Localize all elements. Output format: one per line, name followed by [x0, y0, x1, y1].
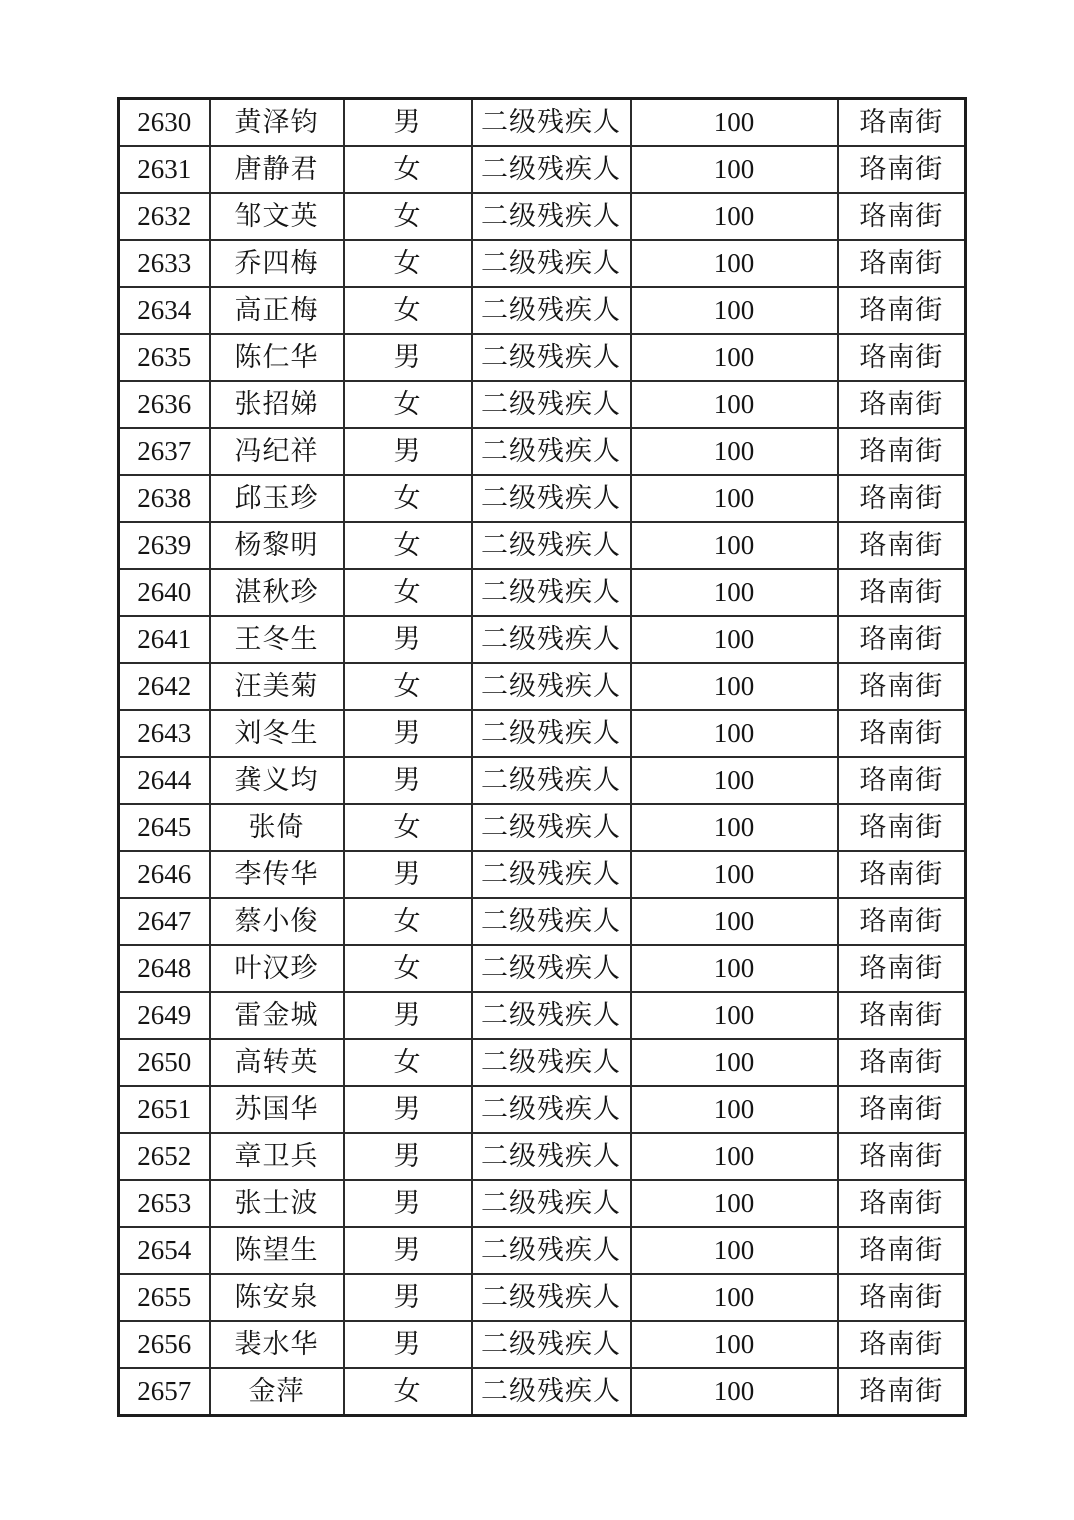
- cell-amount: 100: [631, 1321, 838, 1368]
- cell-category: 二级残疾人: [472, 146, 631, 193]
- table-row: [119, 757, 966, 804]
- cell-serial-number: 2640: [119, 569, 210, 616]
- cell-amount: 100: [631, 1133, 838, 1180]
- cell-serial-number: 2639: [119, 522, 210, 569]
- cell-amount: 100: [631, 992, 838, 1039]
- cell-person-name: 章卫兵: [210, 1133, 344, 1180]
- cell-street: 珞南街: [838, 663, 966, 710]
- cell-serial-number: 2643: [119, 710, 210, 757]
- cell-gender: 女: [344, 804, 472, 851]
- cell-gender: 男: [344, 1133, 472, 1180]
- cell-serial-number: 2644: [119, 757, 210, 804]
- cell-serial-number: 2637: [119, 428, 210, 475]
- cell-amount: 100: [631, 757, 838, 804]
- cell-gender: 男: [344, 1274, 472, 1321]
- cell-person-name: 唐静君: [210, 146, 344, 193]
- cell-amount: 100: [631, 1227, 838, 1274]
- cell-person-name: 汪美菊: [210, 663, 344, 710]
- cell-amount: 100: [631, 663, 838, 710]
- table-row: [119, 1321, 966, 1368]
- cell-category: 二级残疾人: [472, 569, 631, 616]
- table-row: [119, 287, 966, 334]
- table-row: [119, 428, 966, 475]
- cell-street: 珞南街: [838, 757, 966, 804]
- cell-street: 珞南街: [838, 1274, 966, 1321]
- cell-serial-number: 2638: [119, 475, 210, 522]
- cell-street: 珞南街: [838, 616, 966, 663]
- cell-street: 珞南街: [838, 710, 966, 757]
- cell-street: 珞南街: [838, 1368, 966, 1416]
- table-row: [119, 475, 966, 522]
- table-row: [119, 1133, 966, 1180]
- cell-serial-number: 2636: [119, 381, 210, 428]
- table-row: [119, 898, 966, 945]
- table-row: [119, 1227, 966, 1274]
- table-row: [119, 710, 966, 757]
- cell-amount: 100: [631, 569, 838, 616]
- cell-category: 二级残疾人: [472, 1133, 631, 1180]
- cell-category: 二级残疾人: [472, 1039, 631, 1086]
- table-row: [119, 616, 966, 663]
- cell-gender: 女: [344, 569, 472, 616]
- cell-person-name: 叶汉珍: [210, 945, 344, 992]
- table-row: [119, 1039, 966, 1086]
- cell-person-name: 邹文英: [210, 193, 344, 240]
- cell-serial-number: 2650: [119, 1039, 210, 1086]
- cell-serial-number: 2634: [119, 287, 210, 334]
- cell-category: 二级残疾人: [472, 475, 631, 522]
- table-row: [119, 193, 966, 240]
- cell-serial-number: 2657: [119, 1368, 210, 1416]
- cell-person-name: 乔四梅: [210, 240, 344, 287]
- cell-serial-number: 2652: [119, 1133, 210, 1180]
- cell-person-name: 陈仁华: [210, 334, 344, 381]
- cell-street: 珞南街: [838, 99, 966, 147]
- cell-category: 二级残疾人: [472, 1180, 631, 1227]
- table-body: [119, 99, 966, 1416]
- cell-person-name: 湛秋珍: [210, 569, 344, 616]
- cell-street: 珞南街: [838, 1133, 966, 1180]
- cell-gender: 男: [344, 1180, 472, 1227]
- cell-gender: 女: [344, 475, 472, 522]
- cell-gender: 男: [344, 428, 472, 475]
- cell-category: 二级残疾人: [472, 616, 631, 663]
- cell-person-name: 冯纪祥: [210, 428, 344, 475]
- table-row: [119, 1368, 966, 1416]
- table-row: [119, 992, 966, 1039]
- cell-serial-number: 2631: [119, 146, 210, 193]
- cell-amount: 100: [631, 804, 838, 851]
- cell-street: 珞南街: [838, 146, 966, 193]
- cell-street: 珞南街: [838, 569, 966, 616]
- cell-amount: 100: [631, 193, 838, 240]
- cell-gender: 男: [344, 851, 472, 898]
- cell-serial-number: 2633: [119, 240, 210, 287]
- cell-serial-number: 2656: [119, 1321, 210, 1368]
- cell-category: 二级残疾人: [472, 663, 631, 710]
- cell-serial-number: 2649: [119, 992, 210, 1039]
- cell-street: 珞南街: [838, 287, 966, 334]
- cell-street: 珞南街: [838, 334, 966, 381]
- cell-serial-number: 2632: [119, 193, 210, 240]
- cell-amount: 100: [631, 381, 838, 428]
- table-row: [119, 146, 966, 193]
- cell-person-name: 金萍: [210, 1368, 344, 1416]
- cell-category: 二级残疾人: [472, 898, 631, 945]
- cell-street: 珞南街: [838, 428, 966, 475]
- cell-amount: 100: [631, 898, 838, 945]
- cell-street: 珞南街: [838, 240, 966, 287]
- cell-person-name: 陈安泉: [210, 1274, 344, 1321]
- cell-person-name: 李传华: [210, 851, 344, 898]
- cell-amount: 100: [631, 287, 838, 334]
- cell-category: 二级残疾人: [472, 710, 631, 757]
- cell-serial-number: 2647: [119, 898, 210, 945]
- cell-street: 珞南街: [838, 1227, 966, 1274]
- cell-gender: 男: [344, 710, 472, 757]
- cell-serial-number: 2654: [119, 1227, 210, 1274]
- cell-amount: 100: [631, 1368, 838, 1416]
- cell-amount: 100: [631, 522, 838, 569]
- cell-street: 珞南街: [838, 945, 966, 992]
- cell-person-name: 邱玉珍: [210, 475, 344, 522]
- cell-street: 珞南街: [838, 992, 966, 1039]
- cell-street: 珞南街: [838, 1039, 966, 1086]
- cell-person-name: 高正梅: [210, 287, 344, 334]
- cell-category: 二级残疾人: [472, 1321, 631, 1368]
- cell-street: 珞南街: [838, 475, 966, 522]
- cell-person-name: 陈望生: [210, 1227, 344, 1274]
- table-row: [119, 804, 966, 851]
- cell-category: 二级残疾人: [472, 334, 631, 381]
- cell-amount: 100: [631, 1086, 838, 1133]
- cell-street: 珞南街: [838, 1321, 966, 1368]
- cell-category: 二级残疾人: [472, 851, 631, 898]
- cell-category: 二级残疾人: [472, 1227, 631, 1274]
- table-row: [119, 569, 966, 616]
- cell-gender: 男: [344, 99, 472, 147]
- cell-person-name: 王冬生: [210, 616, 344, 663]
- table-row: [119, 663, 966, 710]
- table-row: [119, 945, 966, 992]
- cell-gender: 女: [344, 1368, 472, 1416]
- beneficiary-table: [117, 97, 967, 1417]
- cell-street: 珞南街: [838, 898, 966, 945]
- cell-serial-number: 2646: [119, 851, 210, 898]
- cell-amount: 100: [631, 99, 838, 147]
- table-row: [119, 1086, 966, 1133]
- table-row: [119, 240, 966, 287]
- cell-person-name: 杨黎明: [210, 522, 344, 569]
- cell-street: 珞南街: [838, 381, 966, 428]
- cell-gender: 女: [344, 663, 472, 710]
- cell-category: 二级残疾人: [472, 381, 631, 428]
- cell-amount: 100: [631, 1274, 838, 1321]
- cell-amount: 100: [631, 945, 838, 992]
- cell-gender: 男: [344, 334, 472, 381]
- cell-person-name: 张士波: [210, 1180, 344, 1227]
- cell-gender: 女: [344, 193, 472, 240]
- cell-street: 珞南街: [838, 851, 966, 898]
- cell-serial-number: 2653: [119, 1180, 210, 1227]
- cell-serial-number: 2641: [119, 616, 210, 663]
- cell-category: 二级残疾人: [472, 99, 631, 147]
- cell-serial-number: 2655: [119, 1274, 210, 1321]
- cell-serial-number: 2645: [119, 804, 210, 851]
- cell-person-name: 蔡小俊: [210, 898, 344, 945]
- cell-gender: 男: [344, 1227, 472, 1274]
- cell-gender: 男: [344, 757, 472, 804]
- cell-amount: 100: [631, 616, 838, 663]
- cell-amount: 100: [631, 1039, 838, 1086]
- cell-gender: 女: [344, 945, 472, 992]
- cell-gender: 男: [344, 992, 472, 1039]
- table-row: [119, 334, 966, 381]
- cell-category: 二级残疾人: [472, 428, 631, 475]
- cell-person-name: 高转英: [210, 1039, 344, 1086]
- cell-person-name: 刘冬生: [210, 710, 344, 757]
- cell-gender: 女: [344, 146, 472, 193]
- cell-category: 二级残疾人: [472, 992, 631, 1039]
- cell-gender: 女: [344, 898, 472, 945]
- cell-person-name: 龚义均: [210, 757, 344, 804]
- cell-street: 珞南街: [838, 193, 966, 240]
- table-row: [119, 1180, 966, 1227]
- cell-category: 二级残疾人: [472, 945, 631, 992]
- cell-amount: 100: [631, 710, 838, 757]
- cell-category: 二级残疾人: [472, 1086, 631, 1133]
- cell-gender: 女: [344, 381, 472, 428]
- cell-amount: 100: [631, 851, 838, 898]
- cell-gender: 女: [344, 522, 472, 569]
- cell-category: 二级残疾人: [472, 522, 631, 569]
- cell-gender: 女: [344, 1039, 472, 1086]
- table-row: [119, 522, 966, 569]
- cell-amount: 100: [631, 1180, 838, 1227]
- cell-person-name: 张招娣: [210, 381, 344, 428]
- cell-amount: 100: [631, 334, 838, 381]
- cell-gender: 女: [344, 287, 472, 334]
- cell-amount: 100: [631, 240, 838, 287]
- cell-street: 珞南街: [838, 1180, 966, 1227]
- cell-street: 珞南街: [838, 804, 966, 851]
- cell-amount: 100: [631, 475, 838, 522]
- cell-category: 二级残疾人: [472, 1368, 631, 1416]
- cell-category: 二级残疾人: [472, 804, 631, 851]
- cell-serial-number: 2642: [119, 663, 210, 710]
- cell-serial-number: 2630: [119, 99, 210, 147]
- cell-category: 二级残疾人: [472, 287, 631, 334]
- cell-category: 二级残疾人: [472, 193, 631, 240]
- cell-amount: 100: [631, 428, 838, 475]
- cell-person-name: 雷金城: [210, 992, 344, 1039]
- cell-serial-number: 2648: [119, 945, 210, 992]
- cell-street: 珞南街: [838, 1086, 966, 1133]
- cell-person-name: 黄泽钧: [210, 99, 344, 147]
- cell-street: 珞南街: [838, 522, 966, 569]
- cell-category: 二级残疾人: [472, 1274, 631, 1321]
- cell-category: 二级残疾人: [472, 757, 631, 804]
- cell-person-name: 苏国华: [210, 1086, 344, 1133]
- cell-person-name: 张倚: [210, 804, 344, 851]
- cell-gender: 女: [344, 240, 472, 287]
- table-row: [119, 99, 966, 147]
- cell-serial-number: 2651: [119, 1086, 210, 1133]
- cell-gender: 男: [344, 616, 472, 663]
- cell-person-name: 裴水华: [210, 1321, 344, 1368]
- cell-gender: 男: [344, 1086, 472, 1133]
- table-row: [119, 381, 966, 428]
- cell-gender: 男: [344, 1321, 472, 1368]
- cell-serial-number: 2635: [119, 334, 210, 381]
- cell-category: 二级残疾人: [472, 240, 631, 287]
- cell-amount: 100: [631, 146, 838, 193]
- table-row: [119, 851, 966, 898]
- table-row: [119, 1274, 966, 1321]
